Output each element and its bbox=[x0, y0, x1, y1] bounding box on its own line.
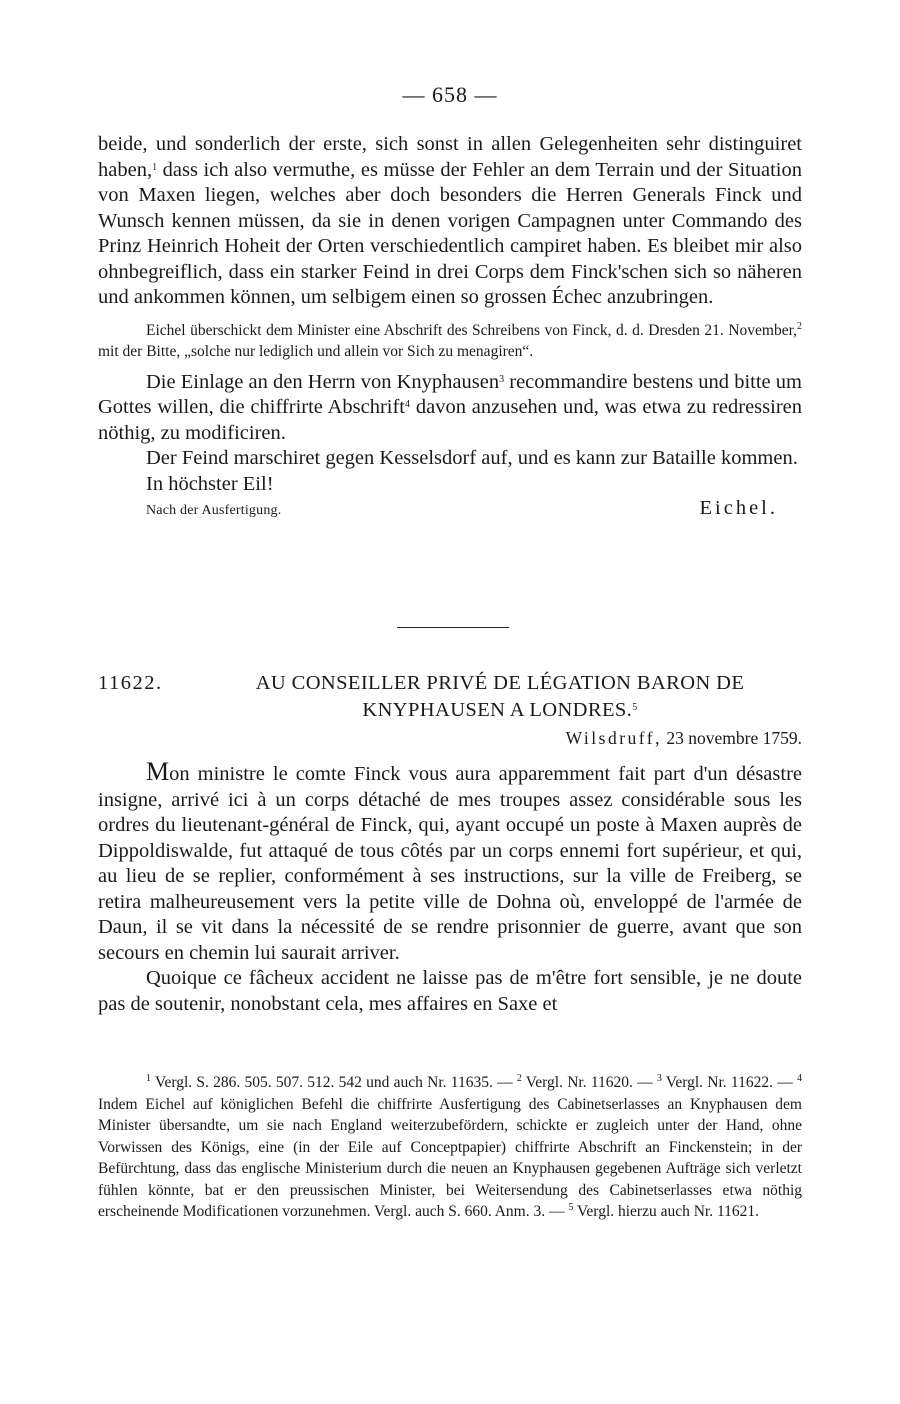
footnote-ref[interactable]: 2 bbox=[797, 320, 802, 332]
footnote-ref[interactable]: 1 bbox=[152, 161, 158, 173]
footnote-mark: 3 bbox=[656, 1073, 662, 1084]
footnote-mark: 4 bbox=[796, 1073, 802, 1084]
paragraph: Der Feind marschiret gegen Kesselsdorf auf, und es kann zur Bataille kommen. bbox=[146, 447, 798, 469]
footnote-ref[interactable]: 4 bbox=[405, 399, 411, 410]
note-text: Eichel überschickt dem Minister eine Abschrift des Schreibens von Finck, d. d. Dresden 21. November, bbox=[146, 321, 797, 339]
title-text: AU CONSEILLER PRIVÉ DE LÉGATION BARON DE KNYPHAUSEN A LONDRES. bbox=[255, 672, 745, 721]
letter-number: 11622. bbox=[98, 672, 163, 694]
footnote-mark: 2 bbox=[516, 1073, 522, 1084]
footnotes bbox=[98, 1072, 802, 1223]
paragraph bbox=[98, 132, 802, 311]
paragraph: Quoique ce fâcheux accident ne laisse pas de m'être fort sensible, je ne doute pas de soutenir, nonobstant cela, mes affaires en Saxe et bbox=[98, 967, 802, 1015]
footnote-mark: 1 bbox=[146, 1073, 151, 1084]
footnote-ref[interactable]: 5 bbox=[632, 702, 638, 713]
paragraph bbox=[98, 759, 802, 966]
paragraph-text: dass ich also vermuthe, es müsse der Fehler an dem Terrain und der Situation von Maxen liegen, welches aber doch besonders die Herren Generals Finck und Wunsch kennen müssen, da sie in denen vorigen Campagnen unter Commando des Prinz Heinrich Hoheit der Orten verschiedentlich campiret haben. Es bleibet mir also ohnbegreiflich, dass ein starker Feind in drei Corps dem Finck'schen sich so näheren und ankommen können, um selbigem einen so grossen Échec anzubringen. bbox=[98, 158, 802, 308]
footnote-text: Vergl. hierzu auch Nr. 11621. bbox=[573, 1203, 760, 1220]
paragraph bbox=[98, 370, 802, 447]
signature-row bbox=[98, 497, 802, 520]
paragraph-text: beide, und sonderlich der erste, sich sonst in allen Gelegenheiten sehr distinguiret haben, bbox=[98, 133, 802, 181]
dateline bbox=[98, 728, 820, 749]
section-divider bbox=[397, 627, 509, 628]
page-number: — 658 — bbox=[402, 82, 498, 107]
paragraph-text: Die Einlage an den Herrn von Knyphausen bbox=[146, 370, 500, 393]
paragraph-text: davon anzusehen und, was etwa zu redressiren nöthig, zu modificiren. bbox=[98, 396, 803, 444]
editorial-note bbox=[98, 320, 802, 362]
paragraph-text: recommandire bestens und bitte um Gottes willen, die chiffrirte Abschrift bbox=[98, 370, 802, 418]
dateline-place: Wilsdruff, bbox=[565, 728, 663, 748]
letter-title bbox=[98, 670, 802, 724]
closing-line: In höchster Eil! bbox=[146, 472, 274, 495]
footnote-block bbox=[98, 1072, 802, 1223]
letter-heading bbox=[98, 670, 802, 724]
paragraph-text: on ministre le comte Finck vous aura apparemment fait part d'un désastre insigne, arrivé ici à un corps détaché de mes troupes assez considérable sous les ordres du lieutenant-général de Finck, qui, ayant occupé un poste à Maxen auprès de Dippoldiswalde, fut attaqué de tous côtés par un corps ennemi fort supérieur, et qui, au lieu de se replier, conformément à ses instructions, sur la ville de Freiberg, se retira malheureusement vers la petite ville de Dohna où, enveloppé de l'armée de Daun, il se vit dans la nécessité de se rendre prisonnier de guerre, avant que son secours en chemin lui saurait arriver. bbox=[98, 763, 802, 964]
source-note: Nach der Ausfertigung. bbox=[146, 503, 282, 518]
letter-continuation bbox=[98, 132, 802, 520]
footnote-mark: 5 bbox=[568, 1202, 574, 1213]
footnote-text: Vergl. S. 286. 505. 507. 512. 542 und auch Nr. 11635. — bbox=[151, 1074, 517, 1091]
footnote-text: Indem Eichel auf königlichen Befehl die chiffrirte Ausfertigung des Cabinetserlasses an Knyphausen dem Minister übersandte, um sie nach England weiterzubefördern, schickte er zugleich unter der Hand, ohne Vorwissen des Königs, eine (in der Eile auf Conceptpapier) chiffrirte Abschrift an Finckenstein; in der Befürchtung, dass das englische Ministerium durch die neuen an Knyphausen gegebenen Aufträge sich verletzt fühlen könnte, bat er den preussischen Minister, bei Weitersendung des Cabinetserlasses etwa nöthig erscheinende Modificationen vorzunehmen. Vergl. auch S. 660. Anm. 3. — bbox=[98, 1095, 802, 1220]
footnote-ref[interactable]: 3 bbox=[499, 373, 505, 385]
dateline-date: 23 novembre 1759. bbox=[666, 728, 802, 748]
note-text: mit der Bitte, „solche nur lediglich und allein vor Sich zu menagiren“. bbox=[98, 342, 534, 360]
footnote-text: Vergl. Nr. 11620. — bbox=[521, 1074, 657, 1091]
signature: Eichel. bbox=[699, 497, 778, 519]
letter-body bbox=[98, 759, 802, 1017]
initial-letter: M bbox=[146, 757, 170, 786]
footnote-text: Vergl. Nr. 11622. — bbox=[661, 1074, 797, 1091]
